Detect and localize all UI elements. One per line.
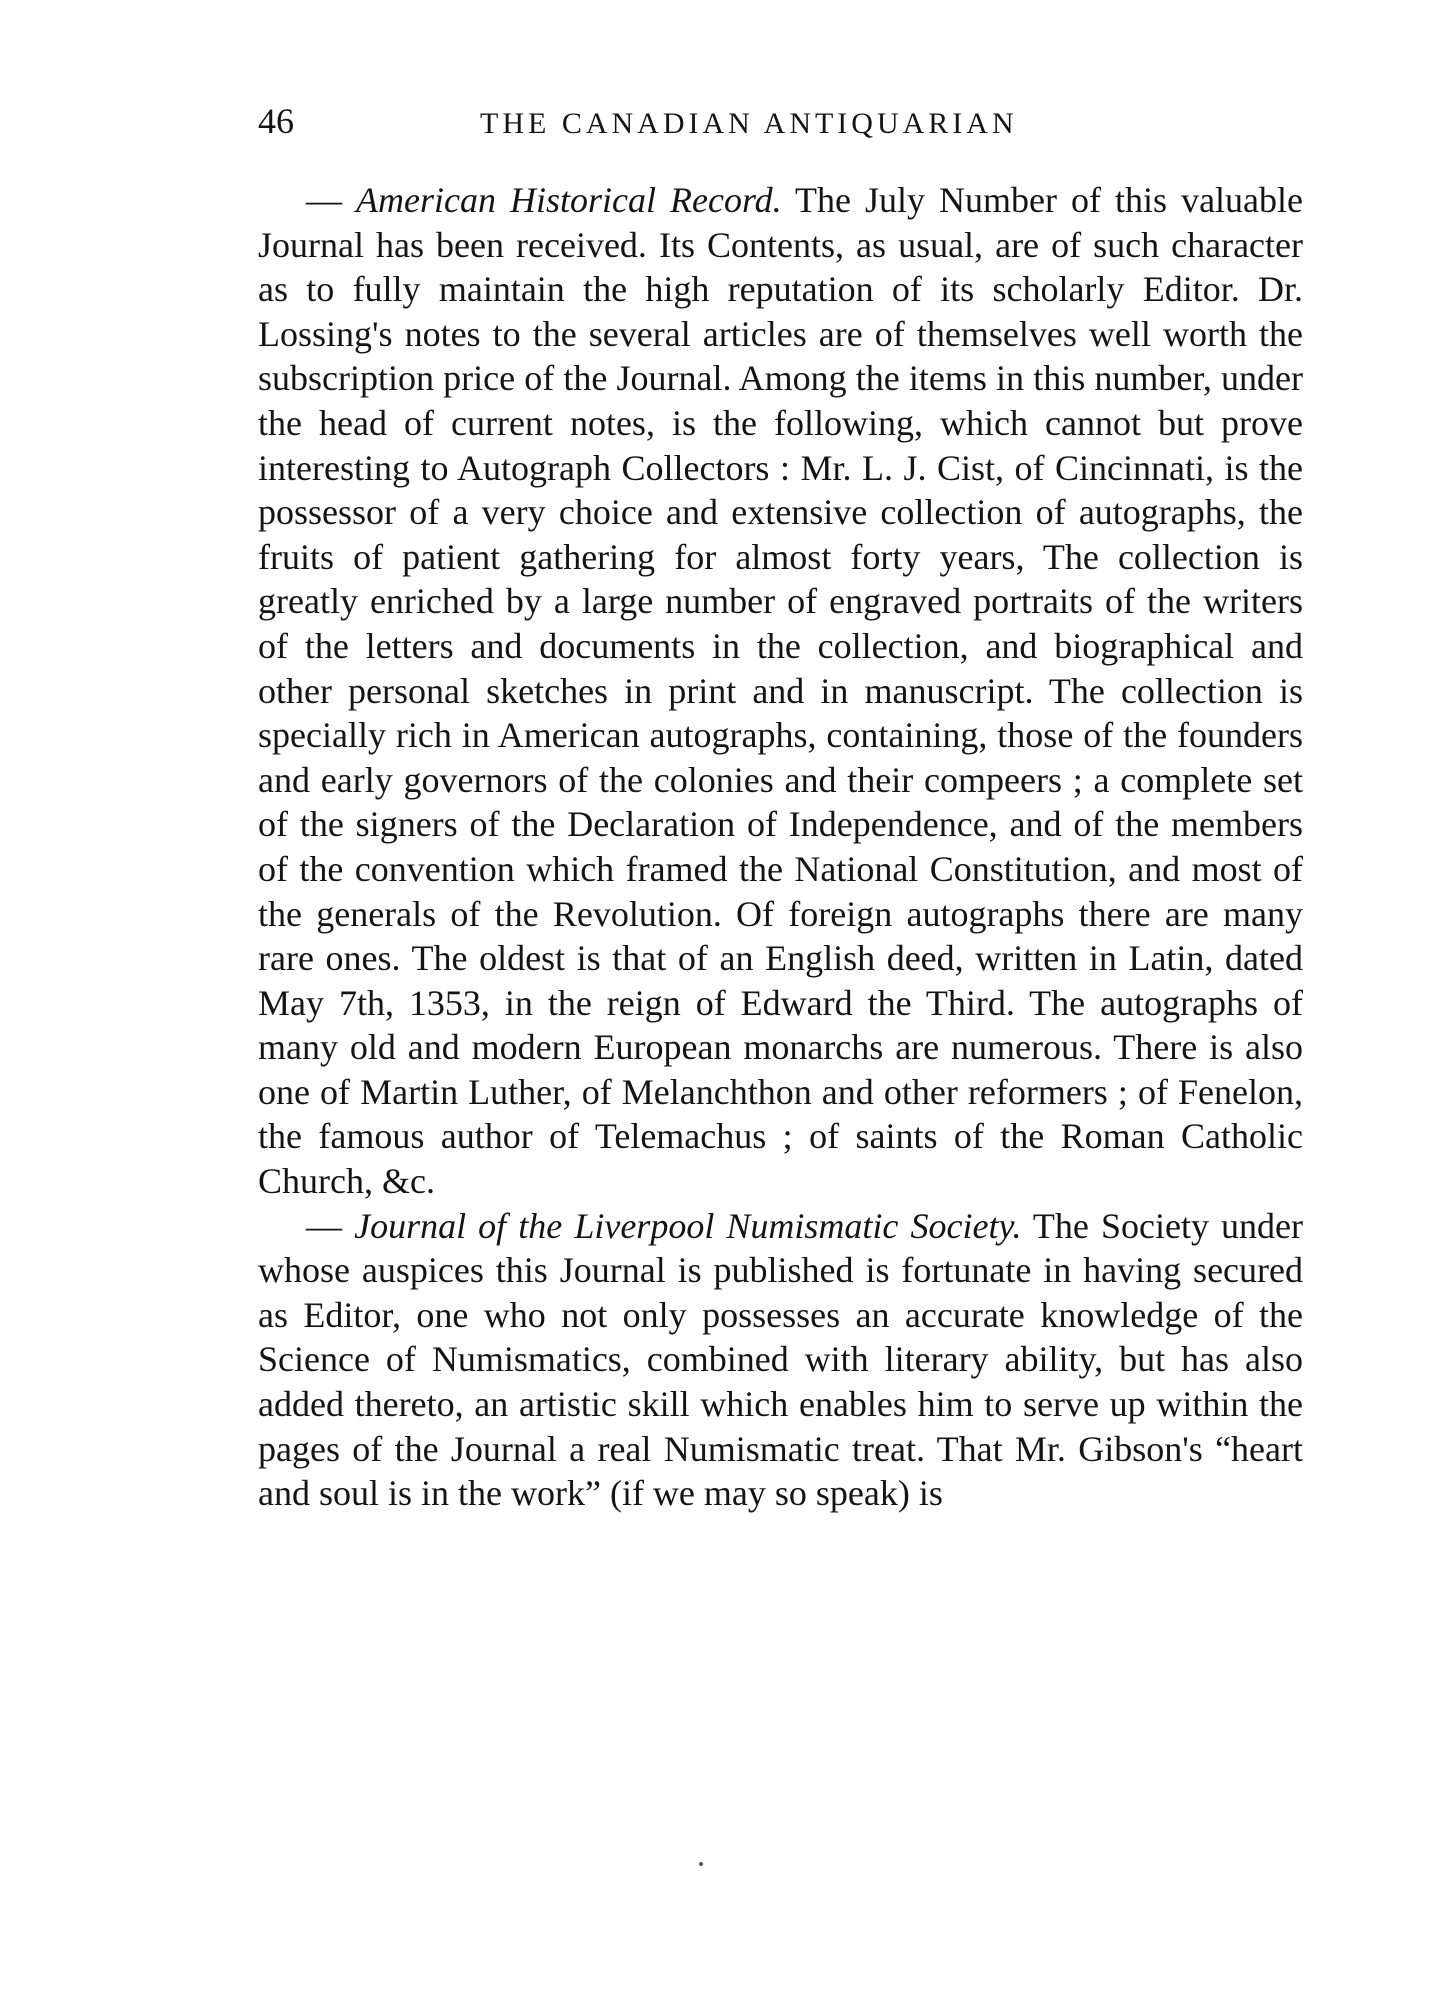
notice-liverpool-numismatic-journal <box>258 1204 1303 1516</box>
em-dash: — <box>306 180 342 220</box>
notice-title: American Historical Record. <box>356 180 782 220</box>
stray-ink-mark <box>699 1862 703 1866</box>
journal-title: THE CANADIAN ANTIQUARIAN <box>480 107 1018 140</box>
running-head <box>258 100 1303 160</box>
notice-american-historical-record <box>258 178 1303 1204</box>
article-body <box>258 178 1303 1516</box>
notice-title: Journal of the Liverpool Numismatic Society. <box>354 1205 1022 1246</box>
page-number: 46 <box>258 101 294 141</box>
notice-body: The Society under whose auspices this Journal is published is fortunate in having secured as Editor, one who not only possesses an accurate knowledge of the Science of Numismatics, combined with literary ability, but has also added thereto, an artistic skill which enables him to serve up within the pages of the Journal a real Numismatic treat. That Mr. Gibson's “heart and soul is in the work” (if we may so speak) is <box>258 1205 1304 1514</box>
page <box>258 100 1303 1516</box>
notice-body: The July Number of this valuable Journal has been received. Its Contents, as usual, are of such character as to fully maintain the high reputation of its scholarly Editor. Dr. Lossing's notes to the several articles are of themselves well worth the subscription price of the Journal. Among the items in this number, under the head of current notes, is the following, which cannot but prove interesting to Autograph Collectors : Mr. L. J. Cist, of Cincinnati, is the possessor of a very choice and extensive collection of autographs, the fruits of patient gathering for almost forty years, The collection is greatly enriched by a large number of engraved portraits of the writers of the letters and documents in the collection, and biographical and other personal sketches in print and in manuscript. The collection is specially rich in American autographs, containing, those of the founders and early governors of the colonies and their compeers ; a complete set of the signers of the Declaration of Independence, and of the members of the convention which framed the National Constitution, and most of the generals of the Revolution. Of foreign autographs there are many rare ones. The oldest is that of an English deed, written in Latin, dated May 7th, 1353, in the reign of Edward the Third. The autographs of many old and modern European monarchs are numerous. There is also one of Martin Luther, of Melanchthon and other reformers ; of Fenelon, the famous author of Telemachus ; of saints of the Roman Catholic Church, &c. <box>258 180 1304 1202</box>
em-dash: — <box>306 1205 342 1246</box>
